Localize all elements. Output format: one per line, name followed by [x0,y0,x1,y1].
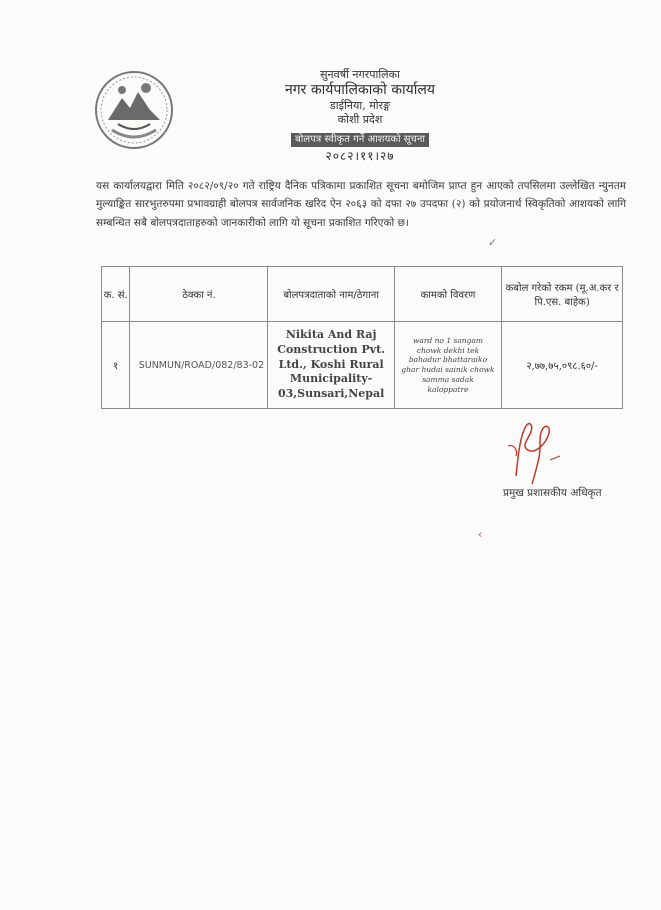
header-sn: क. सं. [102,267,130,322]
cell-contract: SUNMUN/ROAD/082/83-02 [130,322,268,409]
notice-date: २०८२।११।२७ [325,149,395,164]
office-name: नगर कार्यपालिकाको कार्यालय [285,81,435,98]
table-header-row [102,267,623,322]
header-contract: ठेक्का नं. [130,267,268,322]
office-location: डाईनिया, मोरङ्ग [329,99,391,113]
bid-table [101,266,623,409]
cell-work: ward no 1 sangam chowk dekhi tek bahadur bhattaraiko ghar hudai sainik chowk samma sadak kaloppatre [394,322,501,409]
letterhead [240,68,480,164]
ink-mark-icon: ‹ [478,528,483,541]
check-mark-icon: ✓ [488,236,498,249]
table-row [102,322,623,409]
signature-icon [498,416,568,486]
header-work: कामको विवरण [394,267,501,322]
cell-bidder: Nikita And Raj Construction Pvt. Ltd., Koshi Rural Municipality-03,Sunsari,Nepal [268,322,394,409]
cell-sn: १ [102,322,130,409]
nepal-emblem-icon [92,68,176,152]
municipality-name: सुनवर्षी नगरपालिका [320,68,400,81]
cell-amount: २,७७,७५,०९८.६०/- [502,322,623,409]
notice-body: यस कार्यालयद्वारा मिति २०८२/०९/२० गते राष्ट्रिय दैनिक पत्रिकामा प्रकाशित सूचना बमोजिम प्राप्त हुन आएको तपसिलमा उल्लेखित न्युनतम मुल्याङ्कित सारभुतरुपमा प्रभावग्राही बोलपत्र सार्वजनिक खरिद ऐन २०६३ को दफा २७ उपदफा (२) को प्रयोजनार्थ स्विकृतिको आशयको लागि सम्बन्धित सबै बोलपत्रदाताहरुको जानकारीको लागि यो सूचना प्रकाशित गरिएको छ। [96,180,626,229]
signatory-title: प्रमुख प्रशासकीय अधिकृत [503,487,602,499]
header-bidder: बोलपत्रदाताको नाम/ठेगाना [268,267,394,322]
notice-subject: बोलपत्र स्वीकृत गर्ने आशयको सूचना [291,133,429,148]
province-name: कोशी प्रदेश [337,113,383,126]
header-amount: कबोल गरेको रकम (मू.अ.कर र पि.एस. बाहेक) [502,267,623,322]
